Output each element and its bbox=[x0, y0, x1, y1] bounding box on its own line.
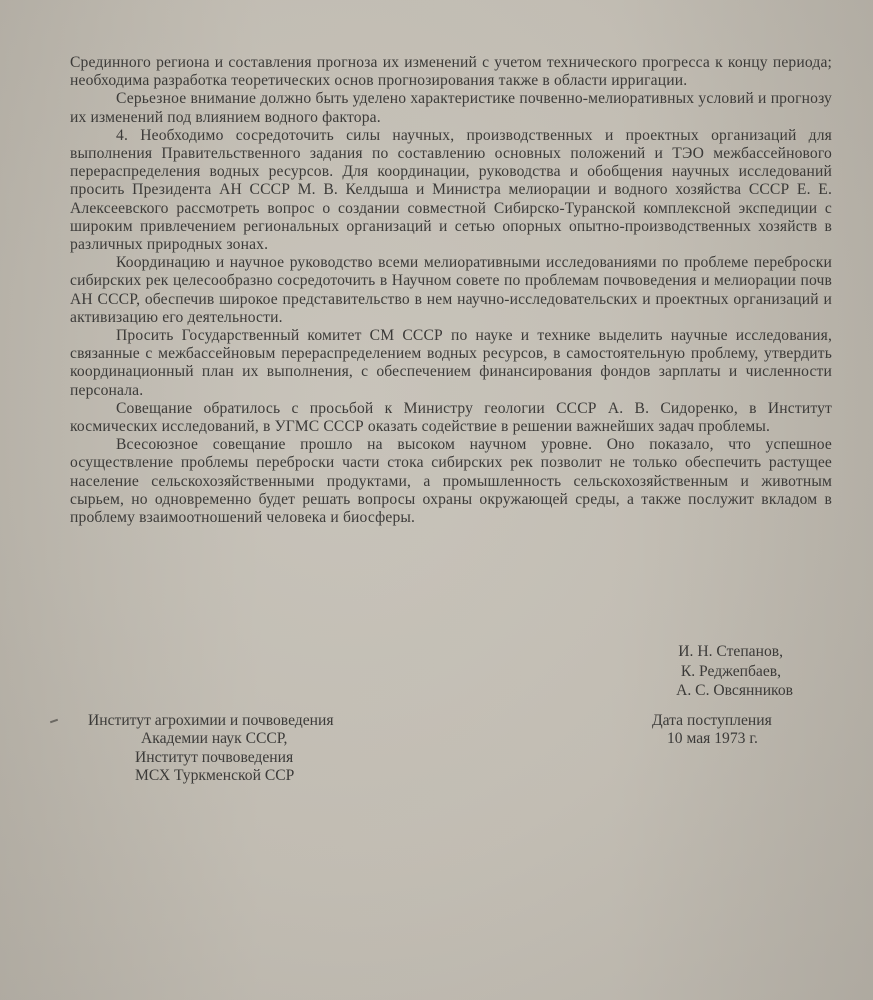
author-institutions bbox=[88, 712, 448, 784]
paragraph-conclusion: Всесоюзное совещание прошло на высоком научном уровне. Оно показало, что успешное осуществление проблемы переброски части стока сибирских рек позволит не только обеспечить растущее население сельскохозяйственными продуктами, а промышленность сельскохозяйственным и животным сырьем, но одновременно будет решать вопросы охраны окружающей среды, а также послужит вкладом в проблему взаимоотношений человека и биосферы. bbox=[70, 436, 832, 527]
author-name: И. Н. Степанов, bbox=[678, 643, 783, 660]
author-signatures bbox=[533, 642, 793, 701]
institution-line: Институт агрохимии и почвоведения bbox=[88, 712, 334, 729]
institution-line: МСХ Туркменской ССР bbox=[135, 766, 295, 784]
paragraph-soil-conditions: Серьезное внимание должно быть уделено характеристике почвенно-мелиоративных условий и прогнозу их изменений под влиянием водного фактора. bbox=[70, 90, 832, 126]
author-name: К. Реджепбаев, bbox=[680, 662, 781, 680]
paragraph-coordination: Координацию и научное руководство всеми мелиоративными исследованиями по проблеме переброски сибирских рек целесообразно сосредоточить в Научном совете по проблемам почвоведения и мелиорации почв АН СССР, обеспечив широкое представительство в нем научно-исследовательских и проектных организаций и активизацию его деятельности. bbox=[70, 254, 832, 326]
received-date-block bbox=[652, 712, 832, 747]
institution-line: Институт почвоведения bbox=[135, 749, 294, 766]
margin-mark bbox=[50, 719, 58, 724]
received-date: 10 мая 1973 г. bbox=[667, 729, 758, 747]
document-body bbox=[70, 54, 832, 527]
paragraph-state-committee: Просить Государственный комитет СМ СССР по науке и технике выделить научные исследования, связанные с межбассейновым перераспределением водных ресурсов, в самостоятельную проблему, утвердить координационный план их выполнения, с обеспечением финансирования фондов зарплаты и численности персонала. bbox=[70, 327, 832, 399]
author-name: А. С. Овсянников bbox=[676, 682, 793, 699]
paragraph-item-4: 4. Необходимо сосредоточить силы научных, производственных и проектных организаций для выполнения Правительственного задания по составлению основных положений и ТЭО межбассейнового перераспределения водных ресурсов. Для координации, руководства и обобщения научных исследований просить Президента АН СССР М. В. Келдыша и Министра мелиорации и водного хозяйства СССР Е. Е. Алексеевского рассмотреть вопрос о создании совместной Сибирско-Туранской комплексной экспедиции с широким привлечением региональных организаций и сетью опорных опытно-производственных хозяйств в различных природных зонах. bbox=[70, 126, 832, 254]
paragraph-geology-ministry: Совещание обратилось с просьбой к Министру геологии СССР А. В. Сидоренко, в Институт космических исследований, в УГМС СССР оказать содействие в решении важнейших задач проблемы. bbox=[70, 399, 832, 436]
paragraph-continuation: Срединного региона и составления прогноза их изменений с учетом технического прогресса к концу периода; необходима разработка теоретических основ прогнозирования также в области ирригации. bbox=[70, 54, 832, 90]
institution-line: Академии наук СССР, bbox=[141, 729, 288, 747]
received-label: Дата поступления bbox=[652, 712, 772, 729]
